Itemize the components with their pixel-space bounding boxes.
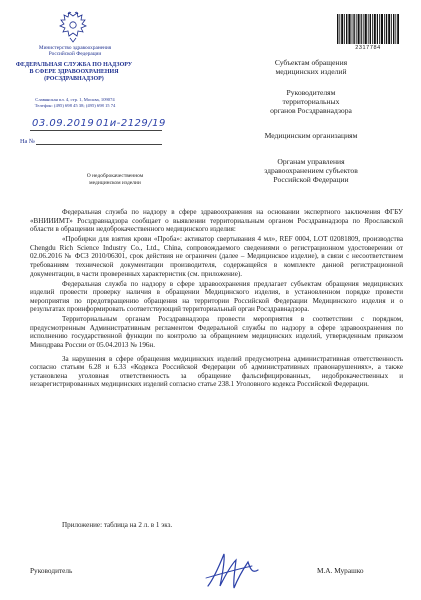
service-line-2: В СФЕРЕ ЗДРАВООХРАНЕНИЯ — [29, 69, 119, 75]
address-line-2: Телефон: (495) 698 45 38; (495) 698 15 74 — [34, 103, 116, 108]
reply-to-label: На № — [20, 138, 35, 145]
service-name — [12, 62, 136, 83]
subject-line-1: О недоброкачественном — [86, 173, 144, 179]
address-block — [20, 97, 130, 109]
recipient-health-authorities — [222, 157, 400, 184]
ministry-name — [20, 45, 130, 57]
recipient-line: Органам управления — [277, 157, 345, 166]
body-paragraph: За нарушения в сфере обращения медицинских изделий предусмотрена административная ответственность согласно статьям 6.28 и 6.33 «Кодекса Российской Федерации об административных правонарушениях», а также установлена уголовная ответственность за обращение фальсифицированных, недоброкачественных и незарегистрированных медицинских изделий согласно статье 238.1 Уголовного кодекса Российской Федерации. — [30, 354, 403, 389]
service-line-3: (РОСЗДРАВНАДЗОР) — [44, 76, 104, 82]
service-line-1: ФЕДЕРАЛЬНАЯ СЛУЖБА ПО НАДЗОРУ — [15, 62, 133, 68]
recipient-line: территориальных — [282, 97, 340, 106]
registration-date: 03.09.2019 — [32, 118, 95, 129]
body-paragraph: «Пробирки для взятия крови «Проба»: активатор свертывания 4 мл», REF 0004, LOT 02081809, производства Chengdu Rich Science Industry Co., Ltd., China, сопровождаемого сведениями о регистрационном удостоверении от 02.06.2016 № ФСЗ 2010/06301, срок действия не ограничен (далее – Медицинское изделие), в связи с несоответствием требованиям технической документации производителя, содержащейся в комплекте данной регистрационной документации, в части проверенных характеристик (см. приложение). — [30, 235, 403, 278]
ministry-line-2: Российской Федерации — [48, 51, 102, 58]
recipient-line: Российской Федерации — [273, 175, 349, 184]
appendix-note: Приложение: таблица на 2 л. в 1 экз. — [62, 521, 173, 529]
registration-number: 01и-2129/19 — [96, 118, 166, 129]
body-paragraph: Федеральная служба по надзору в сфере здравоохранения на основании экспертного заключения ФГБУ «ВНИИИМТ» Росздравнадзора сообщает о выявлении территориальным органом Росздравнадзора по Ярославской области в обращении недоброкачественного медицинского изделия: — [30, 208, 403, 234]
ministry-line-1: Министерство здравоохранения — [38, 45, 112, 51]
barcode-number: 2317784 — [355, 45, 381, 51]
signatory-name: М.А. Мурашко — [317, 566, 364, 575]
recipient-line: органов Росздравнадзора — [270, 106, 352, 115]
recipient-line: Медицинским организациям — [264, 131, 358, 140]
body-paragraph: Федеральная служба по надзору в сфере здравоохранения предлагает субъектам обращения медицинских изделий провести проверку наличия в обращении Медицинского изделия, в установленном порядке провести мероприятия по предотвращению обращения на территории Российской Федерации Медицинского изделия и о результатах проинформировать соответствующий территориальный орган Росздравнадзора. — [30, 279, 403, 314]
reply-to-line — [36, 144, 162, 145]
barcode-icon — [337, 14, 399, 44]
recipient-line: Субъектам обращения — [274, 58, 348, 67]
recipient-line: Руководителям — [286, 88, 336, 97]
recipient-territorial-heads — [222, 88, 400, 115]
recipient-medical-orgs — [222, 131, 400, 140]
recipient-line: здравоохранением субъектов — [264, 166, 358, 175]
letter-body — [30, 208, 403, 390]
letter-subject — [65, 173, 165, 187]
subject-line-2: медицинском изделии — [89, 180, 141, 186]
coat-of-arms-icon — [56, 10, 90, 44]
signature-icon — [200, 548, 270, 592]
recipient-line: медицинских изделий — [275, 67, 347, 76]
address-line-1: Славянская пл. 4, стр. 1, Москва, 109074 — [35, 97, 115, 102]
signatory-title: Руководитель — [30, 566, 73, 575]
body-paragraph: Территориальным органам Росздравнадзора провести мероприятия в соответствии с порядком, предусмотренным Административным регламентом Федеральной службы по надзору в сфере здравоохранения по исполнению государственной функции по контролю за обращением медицинских изделий, утвержденным приказом Минздрава России от 05.04.2013 № 196н. — [30, 315, 403, 350]
recipient-subjects — [222, 58, 400, 76]
